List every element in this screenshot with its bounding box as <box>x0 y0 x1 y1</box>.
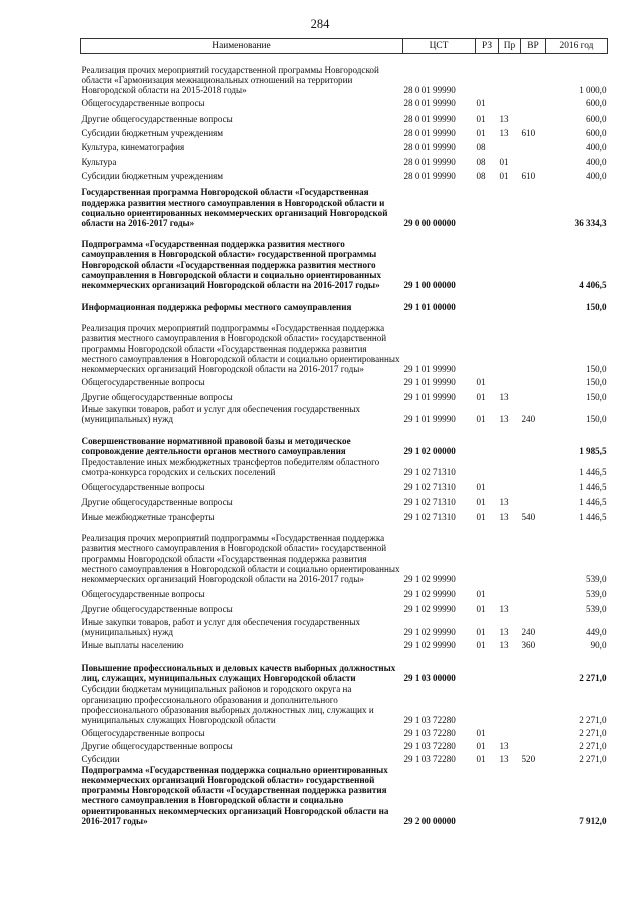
column-header-cst: ЦСТ <box>403 39 476 54</box>
cell-pr: 13 <box>499 741 509 752</box>
cell-cst: 29 1 01 99990 <box>403 364 456 375</box>
cell-pr: 13 <box>499 414 509 425</box>
cell-name: Субсидии бюджетам муниципальных районов и городского округа на организацию профессионального образования и дополнительного профессионального образования выборных должностных лиц, служащих и муниципальных служащих Новгородской области <box>81 684 374 726</box>
cell-rz: 01 <box>476 754 486 765</box>
cell-vr <box>521 182 546 229</box>
cell-name: Общегосударственные вопросы <box>81 589 205 600</box>
cell-vr <box>521 651 546 684</box>
cell-vr <box>521 153 546 168</box>
cell-cst: 28 0 01 99990 <box>403 85 456 96</box>
cell-pr: 13 <box>499 754 509 765</box>
cell-name: Иные межбюджетные трансферты <box>81 512 215 523</box>
cell-rz: 01 <box>476 98 486 109</box>
cell-name: Реализация прочих мероприятий подпрограммы «Государственная поддержка развития местного самоуправления в Новгородской области» государственной программы Новгородской области «Государственная поддержка развития местного самоуправления в Новгородской области и социально ориентированных некоммерческих организаций Новгородской области на 2016-2017 годы» <box>81 323 400 375</box>
cell-vr <box>521 375 546 388</box>
cell-vr <box>521 493 546 508</box>
cell-name: Культура <box>81 157 117 168</box>
cell-cst: 29 0 00 00000 <box>403 218 456 229</box>
cell-value: 2 271,0 <box>579 673 607 684</box>
cell-value: 7 912,0 <box>579 815 607 826</box>
cell-cst: 28 0 01 99990 <box>403 98 456 109</box>
cell-value: 400,0 <box>586 157 607 168</box>
cell-name: Повышение профессиональных и деловых качеств выборных должностных лиц, служащих, муниципальных служащих Новгородской области <box>81 662 396 684</box>
cell-name: Другие общегосударственные вопросы <box>81 114 233 125</box>
cell-value: 1 446,5 <box>579 467 607 478</box>
cell-name: Подпрограмма «Государственная поддержка развития местного самоуправления в Новгородской области» государственной программы Новгородской области «Государственная поддержка развития местного самоуправления в Новгородской области и социально ориентированных некоммерческих организаций Новгородской области на 2016-2017 годы» <box>81 239 382 291</box>
cell-cst: 29 1 02 71310 <box>403 467 456 478</box>
cell-pr <box>499 457 521 478</box>
cell-value: 400,0 <box>586 142 607 153</box>
cell-cst: 29 1 01 00000 <box>403 302 456 313</box>
cell-cst: 29 1 03 72280 <box>403 728 456 739</box>
cell-cst: 29 1 03 72280 <box>403 741 456 752</box>
cell-name: Предоставление иных межбюджетных трансфертов победителям областного смотра-конкурса городских и сельских поселений <box>81 456 380 478</box>
cell-name: Другие общегосударственные вопросы <box>81 497 233 508</box>
cell-cst: 29 1 03 72280 <box>403 754 456 765</box>
cell-rz: 01 <box>476 128 486 139</box>
cell-cst: 28 0 01 99990 <box>403 128 456 139</box>
cell-pr: 13 <box>499 114 509 125</box>
cell-vr <box>521 726 546 739</box>
table-row <box>81 651 608 684</box>
cell-cst: 29 1 02 99990 <box>403 589 456 600</box>
cell-vr <box>521 523 546 585</box>
cell-pr: 13 <box>499 604 509 615</box>
cell-rz: 01 <box>476 377 486 388</box>
cell-pr: 13 <box>499 512 509 523</box>
cell-name: Иные выплаты населению <box>81 640 184 651</box>
cell-value: 150,0 <box>586 414 607 425</box>
cell-rz: 01 <box>476 392 486 403</box>
cell-rz: 08 <box>476 142 486 153</box>
table-row <box>81 600 608 615</box>
cell-name: Информационная поддержка реформы местного самоуправления <box>81 302 352 313</box>
table-row <box>81 457 608 478</box>
table-row <box>81 615 608 638</box>
cell-value: 1 446,5 <box>579 497 607 508</box>
cell-name: Подпрограмма «Государственная поддержка социально ориентированных некоммерческих организаций Новгородской области» государственной программы Новгородской области «Государственная поддержка развития местного самоуправления в Новгородской области и социально ориентированных некоммерческих организаций Новгородской области на 2016-2017 годы» <box>81 764 389 826</box>
table-row <box>81 493 608 508</box>
cell-rz <box>476 765 499 827</box>
cell-pr <box>499 291 521 313</box>
cell-name: Субсидии бюджетным учреждениям <box>81 171 224 182</box>
table-row <box>81 96 608 109</box>
cell-pr: 13 <box>499 497 509 508</box>
cell-cst: 29 1 02 71310 <box>403 482 456 493</box>
cell-rz: 01 <box>476 482 486 493</box>
cell-value: 150,0 <box>586 377 607 388</box>
cell-cst: 28 0 01 99990 <box>403 171 456 182</box>
cell-rz <box>476 523 499 585</box>
cell-pr <box>499 765 521 827</box>
cell-vr <box>521 139 546 153</box>
cell-pr <box>499 478 521 493</box>
table-row <box>81 523 608 585</box>
cell-cst: 29 1 02 99990 <box>403 640 456 651</box>
column-header-rz: РЗ <box>476 39 499 54</box>
cell-value: 2 271,0 <box>579 715 607 726</box>
cell-pr <box>499 54 521 96</box>
cell-rz <box>476 313 499 375</box>
cell-value: 539,0 <box>586 574 607 585</box>
table-row <box>81 109 608 125</box>
cell-rz: 01 <box>476 640 486 651</box>
cell-value: 4 406,5 <box>579 280 607 291</box>
cell-pr: 13 <box>499 392 509 403</box>
table-row <box>81 684 608 726</box>
cell-vr <box>521 600 546 615</box>
cell-value: 150,0 <box>586 392 607 403</box>
cell-vr <box>521 739 546 752</box>
table-row <box>81 125 608 139</box>
cell-rz <box>476 457 499 478</box>
cell-value: 539,0 <box>586 604 607 615</box>
cell-vr: 610 <box>521 171 536 182</box>
budget-table <box>80 38 608 826</box>
cell-pr <box>499 375 521 388</box>
cell-name: Субсидии <box>81 754 120 765</box>
cell-value: 150,0 <box>586 364 607 375</box>
cell-rz: 01 <box>476 728 486 739</box>
cell-cst: 29 1 01 99990 <box>403 414 456 425</box>
cell-vr: 240 <box>521 414 536 425</box>
cell-pr: 01 <box>499 171 509 182</box>
table-row <box>81 388 608 403</box>
cell-name: Общегосударственные вопросы <box>81 98 205 109</box>
cell-name: Реализация прочих мероприятий подпрограммы «Государственная поддержка развития местного самоуправления в Новгородской области» государственной программы Новгородской области «Государственная поддержка развития местного самоуправления в Новгородской области и социально ориентированных некоммерческих организаций Новгородской области на 2016-2017 годы» <box>81 533 400 585</box>
cell-rz <box>476 684 499 726</box>
cell-rz: 01 <box>476 512 486 523</box>
cell-value: 1 446,5 <box>579 512 607 523</box>
cell-value: 2 271,0 <box>579 754 607 765</box>
cell-vr <box>521 313 546 375</box>
cell-cst: 29 1 02 99990 <box>403 627 456 638</box>
cell-value: 400,0 <box>586 171 607 182</box>
cell-value: 2 271,0 <box>579 728 607 739</box>
table-row <box>81 54 608 96</box>
cell-cst: 29 1 01 99990 <box>403 392 456 403</box>
column-header-pr: Пр <box>499 39 521 54</box>
cell-value: 600,0 <box>586 98 607 109</box>
cell-vr <box>521 109 546 125</box>
cell-rz <box>476 651 499 684</box>
table-header-row <box>81 39 608 54</box>
table-row <box>81 153 608 168</box>
cell-name: Культура, кинематография <box>81 142 185 153</box>
table-row <box>81 182 608 229</box>
cell-name: Реализация прочих мероприятий государственной программы Новгородской области «Гармонизация межнациональных отношений на территории Новгородской области на 2015-2018 годы» <box>81 64 379 96</box>
cell-vr <box>521 388 546 403</box>
cell-value: 1 446,5 <box>579 482 607 493</box>
cell-name: Общегосударственные вопросы <box>81 728 205 739</box>
cell-rz: 01 <box>476 604 486 615</box>
cell-rz: 01 <box>476 414 486 425</box>
cell-value: 1 985,5 <box>579 446 607 457</box>
cell-cst: 28 0 01 99990 <box>403 157 456 168</box>
cell-pr <box>499 139 521 153</box>
cell-pr <box>499 523 521 585</box>
cell-pr <box>499 182 521 229</box>
cell-name: Субсидии бюджетным учреждениям <box>81 128 224 139</box>
cell-rz <box>476 425 499 457</box>
cell-cst: 29 1 02 71310 <box>403 512 456 523</box>
cell-vr <box>521 457 546 478</box>
table-row <box>81 403 608 425</box>
cell-pr: 01 <box>499 157 509 168</box>
cell-pr <box>499 651 521 684</box>
column-header-year: 2016 год <box>546 39 608 54</box>
cell-rz: 01 <box>476 627 486 638</box>
cell-vr: 610 <box>521 128 536 139</box>
cell-pr <box>499 229 521 291</box>
cell-vr: 540 <box>521 512 536 523</box>
cell-cst: 29 1 02 00000 <box>403 446 456 457</box>
cell-value: 2 271,0 <box>579 741 607 752</box>
cell-pr: 13 <box>499 627 509 638</box>
cell-cst: 29 2 00 00000 <box>403 815 456 826</box>
cell-rz: 01 <box>476 589 486 600</box>
cell-vr <box>521 478 546 493</box>
cell-rz <box>476 229 499 291</box>
cell-value: 600,0 <box>586 128 607 139</box>
cell-vr <box>521 585 546 600</box>
cell-cst: 29 1 02 71310 <box>403 497 456 508</box>
cell-pr <box>499 425 521 457</box>
cell-vr <box>521 684 546 726</box>
cell-rz: 08 <box>476 171 486 182</box>
column-header-vr: ВР <box>521 39 546 54</box>
table-row <box>81 425 608 457</box>
cell-cst: 29 1 02 99990 <box>403 604 456 615</box>
cell-name: Другие общегосударственные вопросы <box>81 741 233 752</box>
cell-name: Другие общегосударственные вопросы <box>81 392 233 403</box>
cell-vr <box>521 425 546 457</box>
cell-name: Общегосударственные вопросы <box>81 482 205 493</box>
column-header-name: Наименование <box>81 39 403 54</box>
cell-value: 1 000,0 <box>579 85 607 96</box>
table-row <box>81 585 608 600</box>
table-row <box>81 752 608 765</box>
cell-pr <box>499 96 521 109</box>
cell-name: Другие общегосударственные вопросы <box>81 604 233 615</box>
cell-pr <box>499 585 521 600</box>
cell-vr: 520 <box>521 754 536 765</box>
cell-cst: 29 1 03 00000 <box>403 673 456 684</box>
cell-name: Иные закупки товаров, работ и услуг для обеспечения государственных (муниципальных) нужд <box>81 616 360 638</box>
cell-vr <box>521 765 546 827</box>
cell-vr: 360 <box>521 640 536 651</box>
table-row <box>81 168 608 182</box>
table-row <box>81 139 608 153</box>
table-row <box>81 638 608 651</box>
table-row <box>81 508 608 523</box>
cell-cst: 28 0 01 99990 <box>403 114 456 125</box>
table-row <box>81 229 608 291</box>
table-row <box>81 313 608 375</box>
cell-rz <box>476 291 499 313</box>
cell-pr <box>499 684 521 726</box>
cell-rz: 01 <box>476 497 486 508</box>
table-row <box>81 375 608 388</box>
table-row <box>81 478 608 493</box>
cell-name: Государственная программа Новгородской области «Государственная поддержка развития местного самоуправления в Новгородской области и социально ориентированных некоммерческих организаций Новгородской области на 2016-2017 годы» <box>81 187 388 229</box>
cell-value: 600,0 <box>586 114 607 125</box>
cell-cst: 29 1 02 99990 <box>403 574 456 585</box>
cell-rz <box>476 54 499 96</box>
cell-rz <box>476 182 499 229</box>
cell-pr: 13 <box>499 640 509 651</box>
cell-rz: 08 <box>476 157 486 168</box>
cell-value: 90,0 <box>590 640 607 651</box>
page-number: 284 <box>310 17 330 31</box>
cell-vr: 240 <box>521 627 536 638</box>
table-row <box>81 765 608 827</box>
cell-vr <box>521 96 546 109</box>
cell-name: Совершенствование нормативной правовой базы и методическое сопровождение деятельности органов местного самоуправления <box>81 435 351 457</box>
cell-pr <box>499 313 521 375</box>
cell-name: Общегосударственные вопросы <box>81 377 205 388</box>
cell-pr: 13 <box>499 128 509 139</box>
cell-cst: 29 1 03 72280 <box>403 715 456 726</box>
cell-vr <box>521 54 546 96</box>
cell-value: 36 334,3 <box>574 218 607 229</box>
table-row <box>81 739 608 752</box>
cell-value: 449,0 <box>586 627 607 638</box>
cell-cst: 29 1 00 00000 <box>403 280 456 291</box>
cell-vr <box>521 291 546 313</box>
cell-rz: 01 <box>476 114 486 125</box>
cell-cst: 29 1 01 99990 <box>403 377 456 388</box>
table-row <box>81 291 608 313</box>
cell-cst: 28 0 01 99990 <box>403 142 456 153</box>
cell-value: 539,0 <box>586 589 607 600</box>
cell-rz: 01 <box>476 741 486 752</box>
cell-name: Иные закупки товаров, работ и услуг для обеспечения государственных (муниципальных) нужд <box>81 403 360 425</box>
cell-pr <box>499 726 521 739</box>
table-row <box>81 726 608 739</box>
cell-vr <box>521 229 546 291</box>
cell-value: 150,0 <box>586 302 607 313</box>
